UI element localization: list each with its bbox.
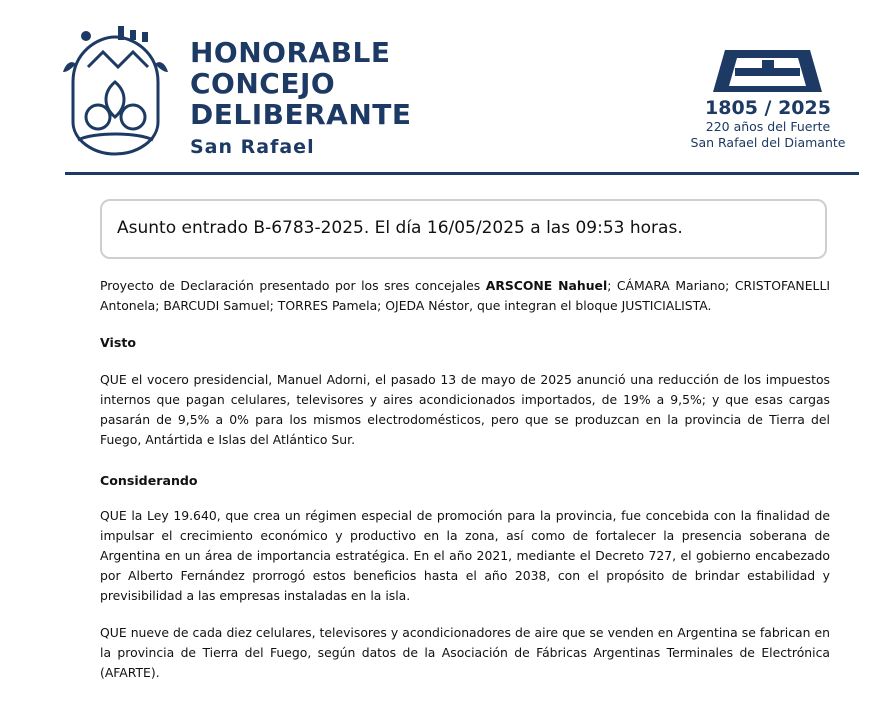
city-subtitle: San Rafael bbox=[190, 136, 315, 158]
anniversary-line-2: San Rafael del Diamante bbox=[690, 135, 846, 150]
visto-paragraph: QUE el vocero presidencial, Manuel Adorni, el pasado 13 de mayo de 2025 anunció una reducción de los impuestos internos que pagan celulares, televisores y aires acondicionados importados, de 19% a 9,5%; y que esas cargas pasarán de 9,5% a 0% para los mismos electrodomésticos, pero que se produzcan en la provincia de Tierra del Fuego, Antártida e Islas del Atlántico Sur. bbox=[100, 372, 830, 447]
intro-before: Proyecto de Declaración presentado por los sres concejales bbox=[100, 278, 486, 293]
council-crest-logo bbox=[58, 22, 173, 160]
intro-bold-name: ARSCONE Nahuel bbox=[485, 278, 608, 293]
visto-heading: Visto bbox=[100, 335, 137, 350]
fort-anniversary-logo bbox=[705, 42, 830, 97]
document-body bbox=[100, 276, 830, 683]
anniversary-years: 1805 / 2025 bbox=[705, 97, 831, 119]
anniversary-line-1: 220 años del Fuerte bbox=[705, 119, 831, 134]
title-line-3: DELIBERANTE bbox=[190, 98, 412, 131]
entry-stamp-text: Asunto entrado B-6783-2025. El día 16/05/2025 a las 09:53 horas. bbox=[117, 218, 683, 238]
intro-after: ; CÁMARA Mariano; CRISTOFANELLI Antonela; BARCUDI Samuel; TORRES Pamela; OJEDA Néstor, que integran el bloque JUSTICIALISTA. bbox=[100, 278, 830, 313]
entry-stamp-box bbox=[100, 199, 827, 259]
considerando-paragraph-1: QUE la Ley 19.640, que crea un régimen especial de promoción para la provincia, fue concebida con la finalidad de impulsar el crecimiento económico y productivo en la zona, así como de fortalecer la presencia soberana de Argentina en un área de importancia estratégica. En el año 2021, mediante el Decreto 727, el gobierno encabezado por Alberto Fernández prorrogó estos beneficios hasta el año 2038, con el propósito de brindar estabilidad y previsibilidad a las empresas instaladas en la isla. bbox=[100, 508, 830, 603]
anniversary-text bbox=[668, 97, 868, 151]
letterhead bbox=[0, 0, 888, 180]
intro-paragraph bbox=[100, 276, 830, 316]
header-divider bbox=[65, 172, 859, 175]
council-title bbox=[190, 37, 412, 161]
title-line-1: HONORABLE bbox=[190, 36, 391, 69]
considerando-paragraph-2: QUE nueve de cada diez celulares, televisores y acondicionadores de aire que se venden en Argentina se fabrican en la provincia de Tierra del Fuego, según datos de la Asociación de Fábricas Argentinas Terminales de Electrónica (AFARTE). bbox=[100, 625, 830, 680]
title-line-2: CONCEJO bbox=[190, 67, 336, 100]
considerando-heading: Considerando bbox=[100, 473, 198, 488]
